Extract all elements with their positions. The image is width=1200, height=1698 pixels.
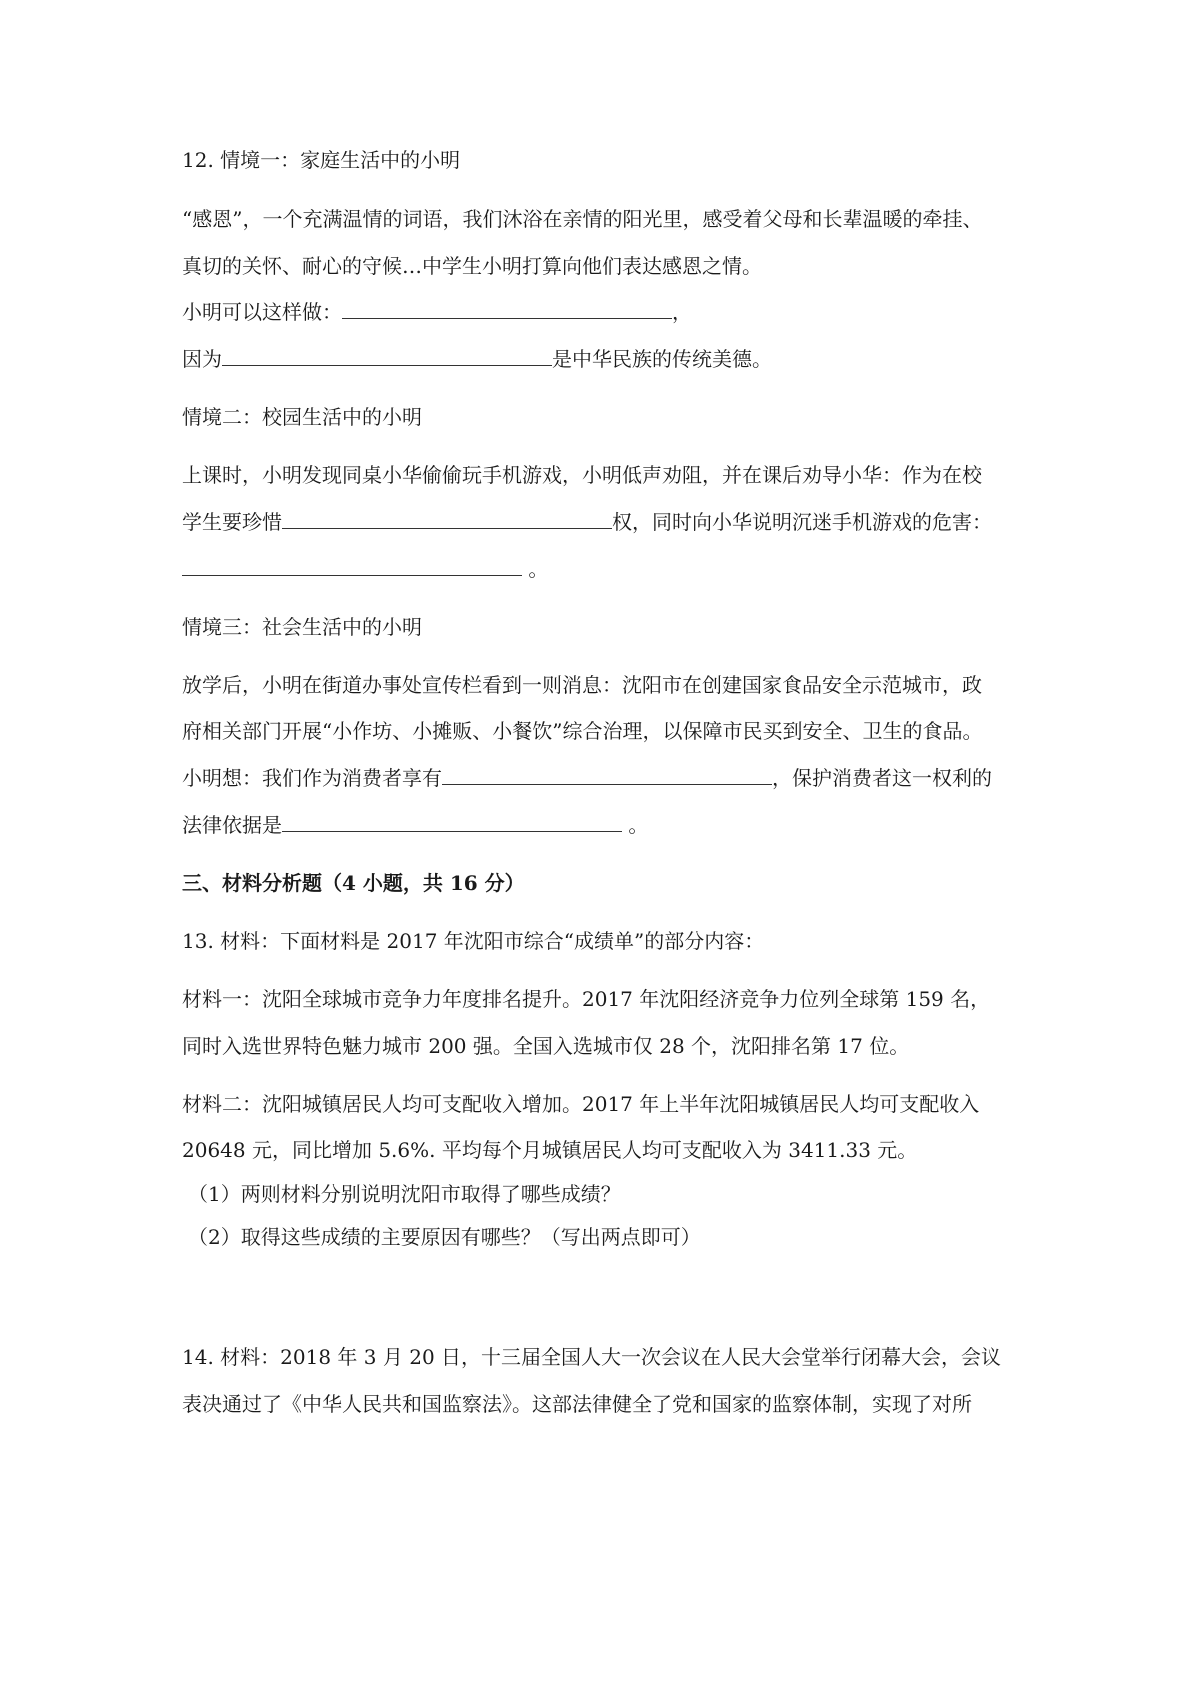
q12-paragraph-line-1: “感恩”，一个充满温情的词语，我们沐浴在亲情的阳光里，感受着父母和长辈温暖的牵挂、 (182, 207, 983, 231)
question-13-title: 13. 材料：下面材料是 2017 年沈阳市综合“成绩单”的部分内容： (182, 929, 765, 953)
answer-blank[interactable] (442, 764, 772, 785)
situation-3-title: 情境三：社会生活中的小明 (182, 615, 422, 639)
fill-suffix: 。 (528, 557, 549, 581)
fill-suffix: 是中华民族的传统美德。 (552, 347, 772, 371)
answer-blank[interactable] (282, 811, 622, 832)
fill-suffix: 权，同时向小华说明沉迷手机游戏的危害： (612, 510, 992, 534)
fill-suffix: ，保护消费者这一权利的 (772, 766, 992, 790)
question-14-line-2: 表决通过了《中华人民共和国监察法》。这部法律健全了党和国家的监察体制，实现了对所 (182, 1392, 972, 1416)
answer-blank[interactable] (182, 555, 522, 576)
section-3-heading: 三、材料分析题（4 小题，共 16 分） (182, 871, 525, 895)
material-1-line-2: 同时入选世界特色魅力城市 200 强。全国入选城市仅 28 个，沈阳排名第 17 位。 (182, 1034, 910, 1058)
q12-fill-line-2 (182, 345, 772, 373)
q13-subquestion-1: （1）两则材料分别说明沈阳市取得了哪些成绩？ (188, 1182, 621, 1206)
fill-prefix: 小明想：我们作为消费者享有 (182, 766, 442, 790)
fill-prefix: 法律依据是 (182, 813, 282, 837)
q12-paragraph-line-2: 真切的关怀、耐心的守候…中学生小明打算向他们表达感恩之情。 (182, 254, 762, 278)
fill-suffix: 。 (628, 813, 649, 837)
q12-fill-line-1 (182, 298, 692, 326)
fill-prefix: 因为 (182, 347, 222, 371)
answer-blank[interactable] (222, 345, 552, 366)
material-2-line-2: 20648 元，同比增加 5.6%. 平均每个月城镇居民人均可支配收入为 3411.33 元。 (182, 1138, 918, 1162)
fill-prefix: 小明可以这样做： (182, 300, 342, 324)
material-1-line-1: 材料一：沈阳全球城市竞争力年度排名提升。2017 年沈阳经济竞争力位列全球第 159 名， (182, 987, 991, 1011)
question-12-title: 12. 情境一：家庭生活中的小明 (182, 148, 461, 172)
situation-2-line-2 (182, 508, 992, 536)
situation-3-line-1: 放学后，小明在街道办事处宣传栏看到一则消息：沈阳市在创建国家食品安全示范城市，政 (182, 673, 982, 697)
situation-3-line-2: 府相关部门开展“小作坊、小摊贩、小餐饮”综合治理，以保障市民买到安全、卫生的食品。 (182, 719, 983, 743)
answer-blank[interactable] (342, 298, 672, 319)
situation-3-line-4 (182, 811, 648, 839)
situation-3-line-3 (182, 764, 992, 792)
fill-suffix: ， (672, 300, 692, 324)
material-2-line-1: 材料二：沈阳城镇居民人均可支配收入增加。2017 年上半年沈阳城镇居民人均可支配收入 (182, 1092, 980, 1116)
situation-2-line-1: 上课时，小明发现同桌小华偷偷玩手机游戏，小明低声劝阻，并在课后劝导小华：作为在校 (182, 463, 982, 487)
situation-2-title: 情境二：校园生活中的小明 (182, 405, 422, 429)
fill-prefix: 学生要珍惜 (182, 510, 282, 534)
question-14-line-1: 14. 材料：2018 年 3 月 20 日，十三届全国人大一次会议在人民大会堂举行闭幕大会，会议 (182, 1345, 1002, 1369)
answer-blank[interactable] (282, 508, 612, 529)
situation-2-line-3 (182, 555, 548, 583)
q13-subquestion-2: （2）取得这些成绩的主要原因有哪些？（写出两点即可） (188, 1225, 701, 1249)
